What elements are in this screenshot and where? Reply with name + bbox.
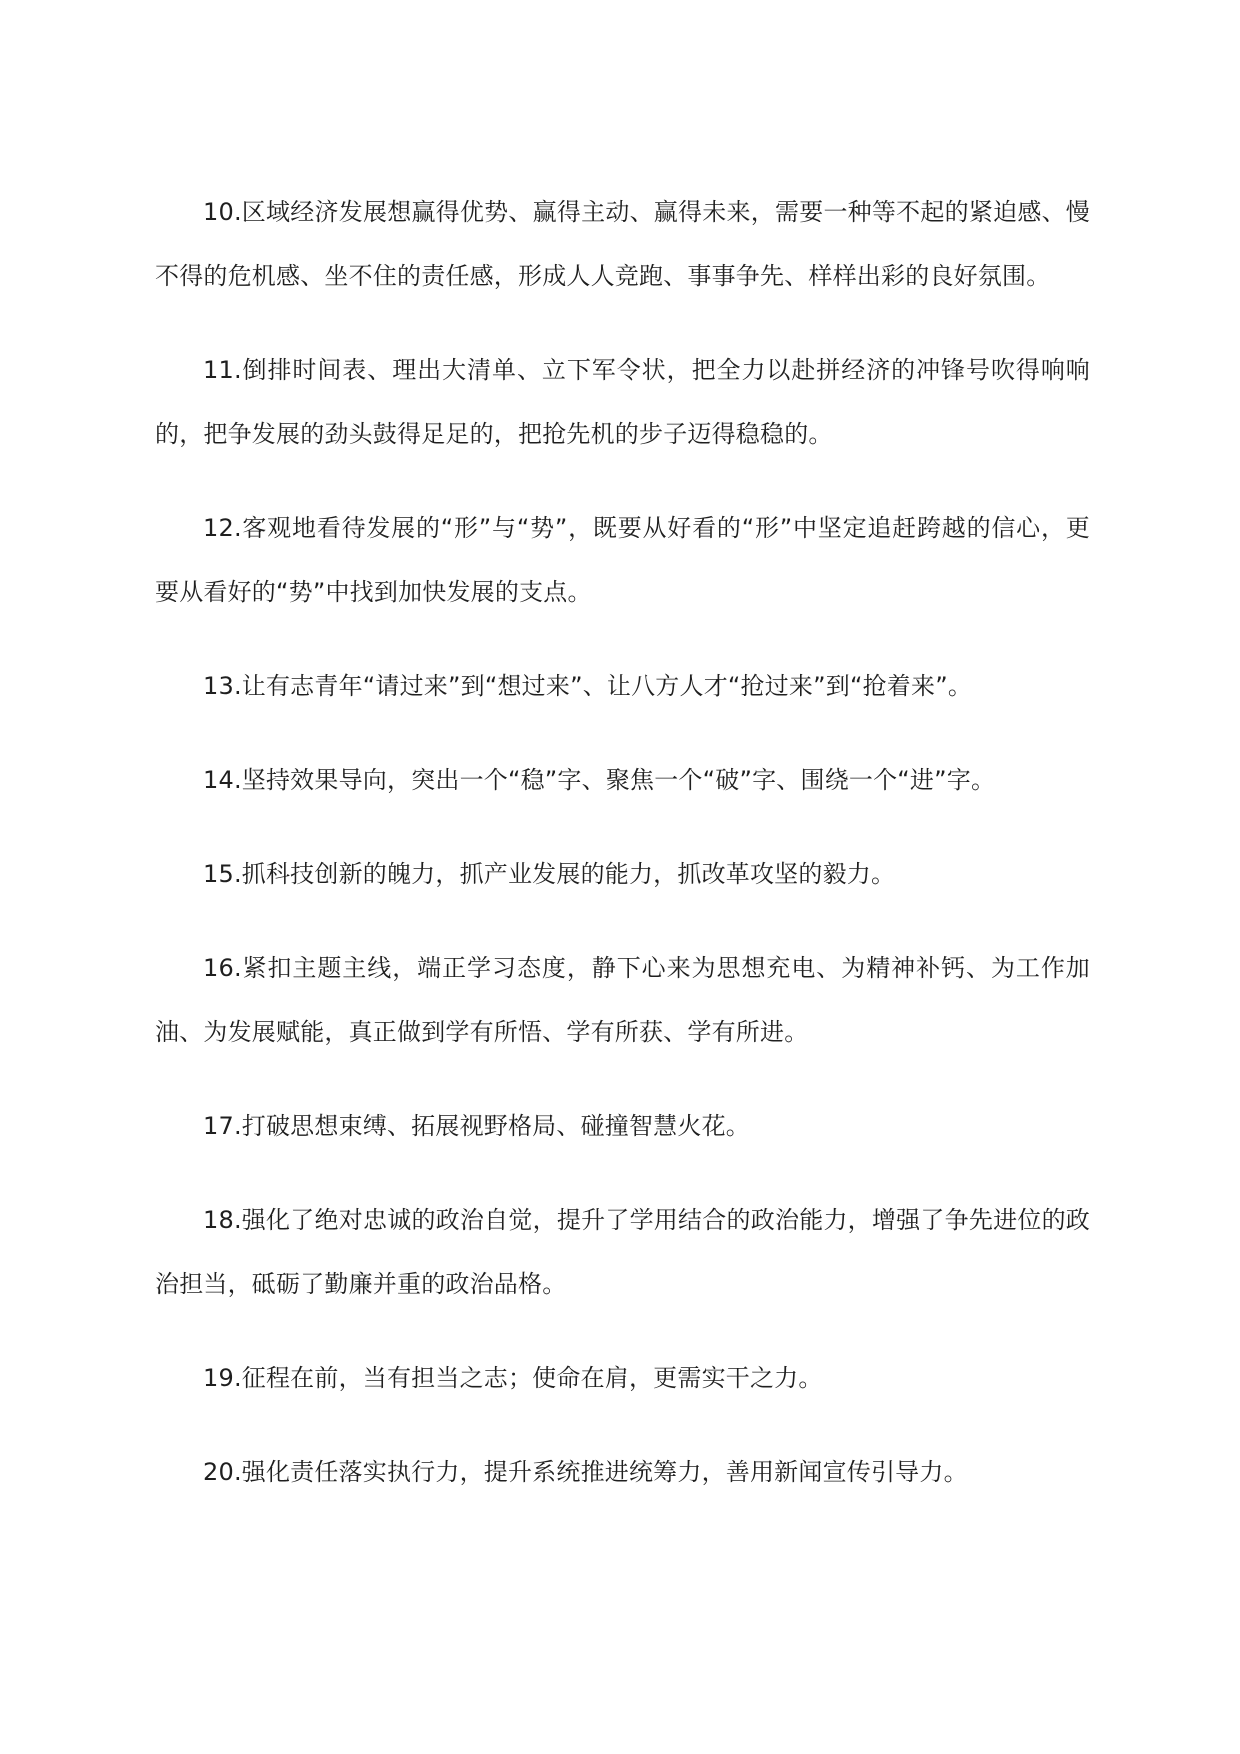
paragraph-15: 15.抓科技创新的魄力，抓产业发展的能力，抓改革攻坚的毅力。	[203, 860, 896, 888]
paragraph-16: 16.紧扣主题主线，端正学习态度，静下心来为思想充电、为精神补钙、为工作加油、为发展赋能，真正做到学有所悟、学有所获、学有所进。	[155, 954, 1090, 1046]
paragraph-14: 14.坚持效果导向，突出一个“稳”字、聚焦一个“破”字、围绕一个“进”字。	[203, 766, 996, 794]
document-page	[155, 180, 1090, 1534]
paragraph-17: 17.打破思想束缚、拓展视野格局、碰撞智慧火花。	[203, 1112, 750, 1140]
paragraph-10: 10.区域经济发展想赢得优势、赢得主动、赢得未来，需要一种等不起的紧迫感、慢不得的危机感、坐不住的责任感，形成人人竞跑、事事争先、样样出彩的良好氛围。	[155, 198, 1090, 290]
paragraph-18: 18.强化了绝对忠诚的政治自觉，提升了学用结合的政治能力，增强了争先进位的政治担当，砥砺了勤廉并重的政治品格。	[155, 1206, 1090, 1298]
paragraph-19: 19.征程在前，当有担当之志；使命在肩，更需实干之力。	[203, 1364, 823, 1392]
paragraph-20: 20.强化责任落实执行力，提升系统推进统筹力，善用新闻宣传引导力。	[203, 1458, 968, 1486]
paragraph-12: 12.客观地看待发展的“形”与“势”，既要从好看的“形”中坚定追赶跨越的信心，更要从看好的“势”中找到加快发展的支点。	[155, 514, 1090, 606]
paragraph-11: 11.倒排时间表、理出大清单、立下军令状，把全力以赴拼经济的冲锋号吹得响响的，把争发展的劲头鼓得足足的，把抢先机的步子迈得稳稳的。	[155, 356, 1090, 448]
paragraph-13: 13.让有志青年“请过来”到“想过来”、让八方人才“抢过来”到“抢着来”。	[203, 672, 973, 700]
